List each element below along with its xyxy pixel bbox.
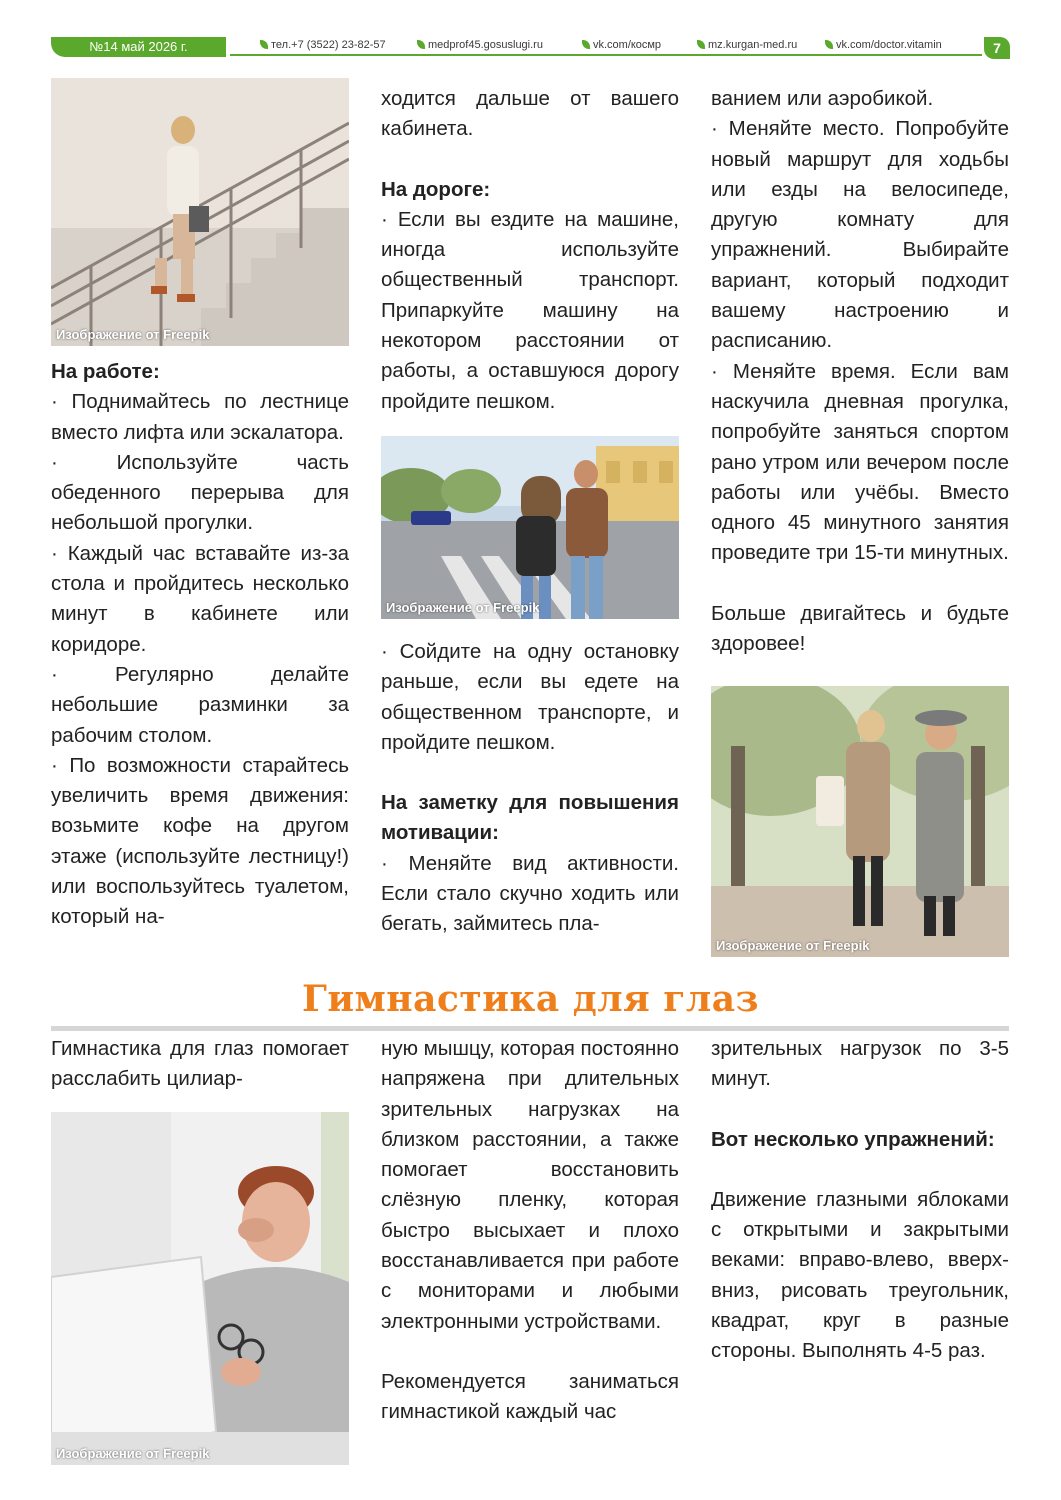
photo-credit: Изображение от Freepik <box>386 600 540 615</box>
stairs-illustration <box>51 78 349 346</box>
contact-ministry[interactable]: mz.kurgan-med.ru <box>708 39 798 51</box>
eye-intro-text: Гимнастика для глаз помогает расслабить цилиар- <box>51 1037 349 1091</box>
spacer <box>711 1155 1009 1185</box>
section-title: Гимнастика для глаз <box>301 978 760 1020</box>
heading-motivation: На заметку для повышения мотивации: <box>381 791 679 845</box>
spacer <box>381 758 679 788</box>
tip-change-activity: · Меняйте вид активности. Если стало скучно ходить или бегать, займитесь пла- <box>381 851 679 936</box>
heading-at-work: На работе: <box>51 360 160 383</box>
photo-tired-eyes <box>51 1112 349 1465</box>
section-column-2 <box>381 1034 679 1428</box>
tip-stairs: · Поднимайтесь по лестнице вместо лифта или эскалатора. <box>51 390 349 444</box>
site-contact[interactable] <box>417 38 543 52</box>
section-column-3 <box>711 1034 1009 1367</box>
spacer <box>381 1337 679 1367</box>
closing-line: Больше двигайтесь и будьте здоровее! <box>711 601 1009 656</box>
tip-change-place: · Меняйте место. Попробуйте новый маршрут для ходьбы или езды на велосипеде, другую комнату для упражнений. Выбирайте вариант, который подходит вашему настроению и расписанию. <box>711 117 1009 353</box>
tip-transport: · Если вы ездите на машине, иногда используйте общественный транспорт. Припаркуйте машину на некотором расстоянии от работы, а оставшуюся дорогу пройдите пешком. <box>381 207 679 413</box>
photo-credit: Изображение от Freepik <box>56 1446 210 1461</box>
issue-badge: №14 май 2026 г. <box>51 37 226 57</box>
section-column-1 <box>51 1034 349 1095</box>
vk-contact[interactable] <box>582 38 661 52</box>
ciliary-muscle-text: ную мышцу, которая постоянно напряжена при длительных зрительных нагрузках на близком расстоянии, а также помогает восстановить слёзную пленку, которая быстро высыхает и плохо восстанавливается при работе с мониторами и любыми электронными устройствами. <box>381 1037 680 1333</box>
column-1-top <box>51 357 349 933</box>
doctor-vk-contact[interactable] <box>825 38 942 52</box>
heading-on-road: На дороге: <box>381 177 491 201</box>
leaf-icon <box>417 40 425 49</box>
continued-swimming: ванием или аэробикой. <box>711 87 934 110</box>
column-3-top <box>711 84 1009 659</box>
leaf-icon <box>697 40 705 49</box>
tip-more-movement: · По возможности старайтесь увеличить время движения: возьмите кофе на другом этаже (используйте лестницу!) или воспользуйтесь туалетом, который на- <box>51 753 349 929</box>
section-rule <box>51 1026 1009 1031</box>
column-2-bottom <box>381 637 679 940</box>
contact-doctor-vk[interactable]: vk.com/doctor.vitamin <box>836 39 942 51</box>
tip-lunch-walk: · Используйте часть обеденного перерыва для небольшой прогулки. <box>51 450 349 535</box>
header-rule <box>230 54 982 56</box>
tip-change-time: · Меняйте время. Если вам наскучила дневная прогулка, попробуйте заняться спортом рано утром или вечером после работы или учёбы. Вместо одного 45 минутного занятия проведите три 15-ти минутных. <box>711 359 1009 565</box>
photo-park <box>711 686 1009 957</box>
duration-text: зрительных нагрузок по 3-5 минут. <box>711 1037 1009 1091</box>
exercise-description: Движение глазными яблоками с открытыми и закрытыми веками: вправо-влево, вверх-вниз, рисовать треугольник, квадрат, круг в разные стороны. Выполнять 4-5 раз. <box>711 1187 1009 1363</box>
tip-bus-stop: · Сойдите на одну остановку раньше, если вы едете на общественном транспорте, и пройдите пешком. <box>381 640 679 754</box>
tip-warmups: · Регулярно делайте небольшие разминки за рабочим столом. <box>51 662 349 747</box>
spacer <box>381 145 679 175</box>
leaf-icon <box>825 40 833 49</box>
recommendation-text: Рекомендуется заниматься гимнастикой каждый час <box>381 1369 679 1424</box>
spacer <box>711 569 1009 599</box>
column-2-top <box>381 84 679 417</box>
street-illustration <box>381 436 679 619</box>
tired-woman-illustration <box>51 1112 349 1465</box>
photo-credit: Изображение от Freepik <box>716 938 870 953</box>
contact-phone: тел.+7 (3522) 23-82-57 <box>271 39 386 51</box>
leaf-icon <box>582 40 590 49</box>
contact-site[interactable]: medprof45.gosuslugi.ru <box>428 39 543 51</box>
photo-street <box>381 436 679 619</box>
tip-hourly-break: · Каждый час вставайте из-за стола и пройдитесь несколько минут в кабинете или коридоре. <box>51 541 349 656</box>
heading-exercises: Вот несколько упражнений: <box>711 1127 995 1151</box>
continued-text: ходится дальше от вашего кабинета. <box>381 87 679 141</box>
spacer <box>711 1095 1009 1125</box>
ministry-contact[interactable] <box>697 38 797 52</box>
photo-stairs <box>51 78 349 346</box>
leaf-icon <box>260 40 268 49</box>
page-number: 7 <box>984 37 1010 59</box>
park-illustration <box>711 686 1009 957</box>
contact-vk[interactable]: vk.com/кocмp <box>593 39 662 51</box>
phone-contact <box>260 38 386 52</box>
photo-credit: Изображение от Freepik <box>56 327 210 342</box>
